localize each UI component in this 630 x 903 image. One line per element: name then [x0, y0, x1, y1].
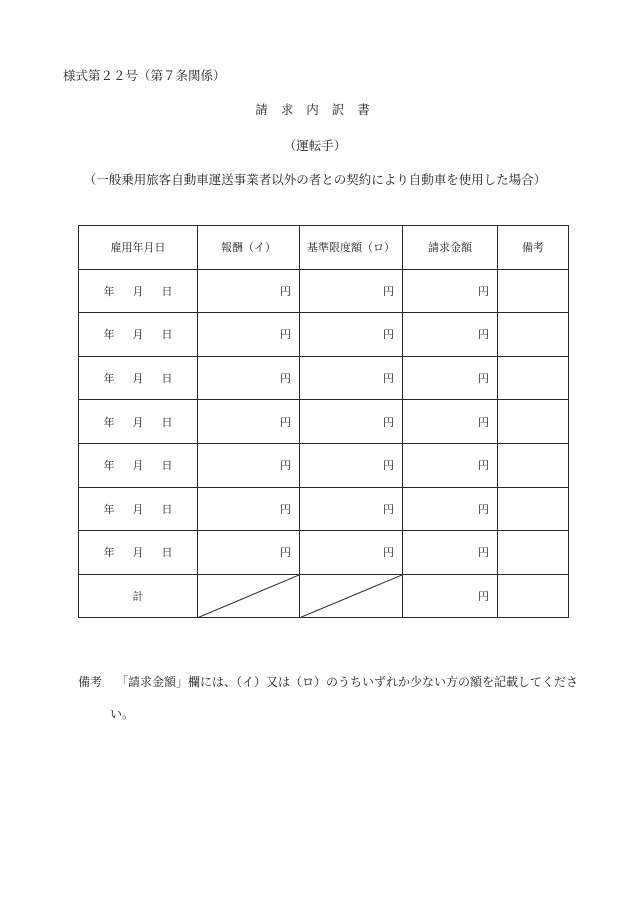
standard-limit-cell[interactable]: 円: [300, 313, 403, 357]
remuneration-cell[interactable]: 円: [198, 313, 300, 357]
claim-amount-cell[interactable]: 円: [403, 269, 498, 313]
date-part-label: 年: [103, 459, 115, 473]
date-part-label: 年: [103, 415, 115, 429]
table-row: [79, 443, 569, 487]
table-row: [79, 400, 569, 444]
form-number: 様式第２２号（第７条関係）: [63, 68, 226, 83]
total-label: 計: [79, 574, 198, 618]
date-part-label: 日: [161, 502, 173, 516]
date-part-label: 日: [161, 372, 173, 386]
date-part-label: 日: [161, 284, 173, 298]
standard-limit-cell[interactable]: 円: [300, 443, 403, 487]
header-claim-amount: 請求金額: [403, 226, 498, 270]
table-row: [79, 313, 569, 357]
employment-date-cell[interactable]: [79, 531, 198, 575]
claim-breakdown-table: [78, 225, 569, 618]
table-header-row: [79, 226, 569, 270]
total-remarks-cell[interactable]: [498, 574, 569, 618]
table-row: [79, 356, 569, 400]
remarks-cell[interactable]: [498, 269, 569, 313]
table-total-row: [79, 574, 569, 618]
footnote: [78, 666, 578, 730]
date-part-label: 年: [103, 546, 115, 560]
date-part-label: 月: [132, 328, 144, 342]
remuneration-cell[interactable]: 円: [198, 443, 300, 487]
standard-limit-cell[interactable]: 円: [300, 400, 403, 444]
date-part-label: 年: [103, 502, 115, 516]
total-limit-cell-struck: [300, 574, 403, 618]
document-subtitle: （運転手）: [283, 138, 347, 153]
standard-limit-cell[interactable]: 円: [300, 356, 403, 400]
claim-amount-cell[interactable]: 円: [403, 356, 498, 400]
footnote-label: 備考: [78, 675, 103, 689]
remarks-cell[interactable]: [498, 356, 569, 400]
date-part-label: 年: [103, 372, 115, 386]
table-row: [79, 269, 569, 313]
header-standard-limit: 基準限度額（ロ）: [300, 226, 403, 270]
date-part-label: 日: [161, 328, 173, 342]
standard-limit-cell[interactable]: 円: [300, 269, 403, 313]
claim-amount-cell[interactable]: 円: [403, 487, 498, 531]
remarks-cell[interactable]: [498, 313, 569, 357]
employment-date-cell[interactable]: [79, 487, 198, 531]
date-part-label: 月: [132, 459, 144, 473]
total-remuneration-cell-struck: [198, 574, 300, 618]
remuneration-cell[interactable]: 円: [198, 400, 300, 444]
claim-amount-cell[interactable]: 円: [403, 313, 498, 357]
table-row: [79, 487, 569, 531]
date-part-label: 月: [132, 502, 144, 516]
remarks-cell[interactable]: [498, 400, 569, 444]
date-part-label: 月: [132, 372, 144, 386]
remuneration-cell[interactable]: 円: [198, 531, 300, 575]
standard-limit-cell[interactable]: 円: [300, 487, 403, 531]
document-condition: （一般乗用旅客自動車運送事業者以外の者との契約により自動車を使用した場合）: [83, 172, 547, 187]
date-part-label: 日: [161, 415, 173, 429]
date-part-label: 月: [132, 415, 144, 429]
table-row: [79, 531, 569, 575]
footnote-text-line1: 「請求金額」欄には、（イ）又は（ロ）のうちいずれか少ない方の額を記載してくださ: [116, 675, 579, 689]
date-part-label: 月: [132, 284, 144, 298]
employment-date-cell[interactable]: [79, 356, 198, 400]
remuneration-cell[interactable]: 円: [198, 487, 300, 531]
remarks-cell[interactable]: [498, 487, 569, 531]
employment-date-cell[interactable]: [79, 443, 198, 487]
remuneration-cell[interactable]: 円: [198, 269, 300, 313]
date-part-label: 月: [132, 546, 144, 560]
header-employment-date: 雇用年月日: [79, 226, 198, 270]
header-remarks: 備考: [498, 226, 569, 270]
claim-amount-cell[interactable]: 円: [403, 443, 498, 487]
remarks-cell[interactable]: [498, 443, 569, 487]
claim-amount-cell[interactable]: 円: [403, 400, 498, 444]
claim-amount-cell[interactable]: 円: [403, 531, 498, 575]
date-part-label: 日: [161, 459, 173, 473]
document-title: 請求内訳書: [255, 102, 383, 117]
remarks-cell[interactable]: [498, 531, 569, 575]
diagonal-strike: [300, 575, 402, 618]
employment-date-cell[interactable]: [79, 269, 198, 313]
footnote-text-line2: い。: [110, 707, 135, 721]
remuneration-cell[interactable]: 円: [198, 356, 300, 400]
diagonal-strike: [198, 575, 299, 618]
date-part-label: 年: [103, 284, 115, 298]
employment-date-cell[interactable]: [79, 313, 198, 357]
header-remuneration: 報酬（イ）: [198, 226, 300, 270]
standard-limit-cell[interactable]: 円: [300, 531, 403, 575]
total-claim-amount-cell[interactable]: 円: [403, 574, 498, 618]
date-part-label: 年: [103, 328, 115, 342]
employment-date-cell[interactable]: [79, 400, 198, 444]
date-part-label: 日: [161, 546, 173, 560]
